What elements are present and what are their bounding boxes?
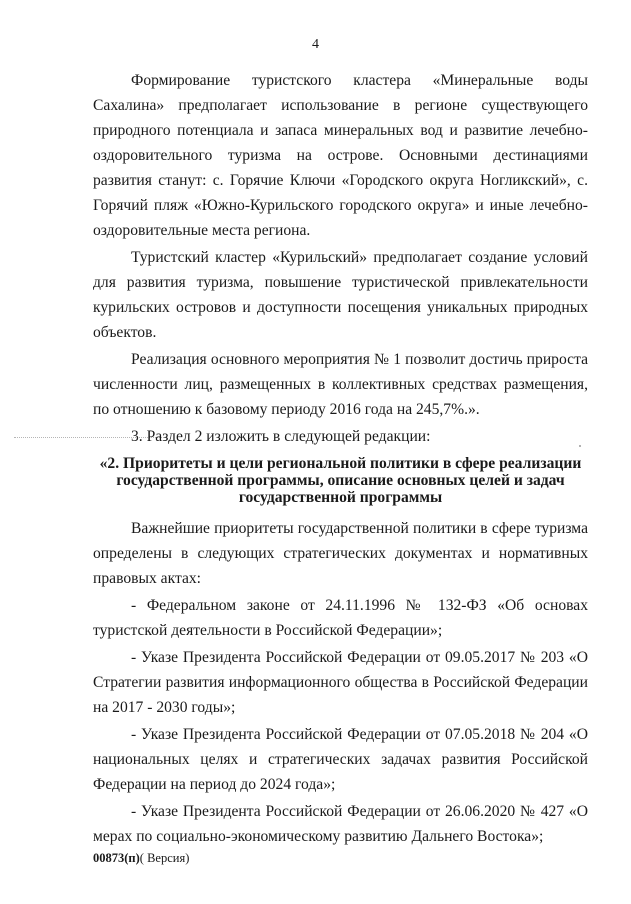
document-code: 00873(п) [93,851,140,865]
paragraph: Формирование туристского кластера «Минеральные воды Сахалина» предполагает использование в регионе существующего природного потенциала и запаса минеральных вод и развитие лечебно-оздоровительного туризма на острове. Основными дестинациями развития станут: с. Горячие Ключи «Городского округа Ногликский», с. Горячий пляж «Южно-Курильского городского округа» и иные лечебно-оздоровительные места региона. [93,72,588,239]
version-label: ( Версия) [139,851,190,865]
footer [93,851,189,866]
section-heading: «2. Приоритеты и цели региональной политики в сфере реализации государственной программы, описание основных целей и задач государственной программы [99,455,582,506]
paragraph: Реализация основного мероприятия № 1 позволит достичь прироста численности лиц, размещенных в коллективных средствах размещения, по отношению к базовому периоду 2016 года на 245,7%.». [93,351,588,418]
list-item: - Указе Президента Российской Федерации от 07.05.2018 № 204 «О национальных целях и стратегических задачах развития Российской Федерации на период до 2024 года»; [93,726,588,793]
list-item: - Указе Президента Российской Федерации от 26.06.2020 № 427 «О мерах по социально-экономическому развитию Дальнего Востока»; [93,803,588,845]
list-item: - Указе Президента Российской Федерации от 09.05.2017 № 203 «О Стратегии развития информационного общества в Российской Федерации на 2017 - 2030 годы»; [93,649,588,716]
paragraph: Важнейшие приоритеты государственной политики в сфере туризма определены в следующих стратегических документах и нормативных правовых актах: [93,520,588,587]
paragraph: Туристский кластер «Курильский» предполагает создание условий для развития туризма, повышение туристической привлекательности курильских островов и доступности посещения уникальных природных объектов. [93,249,588,341]
document-body [93,68,588,851]
page-number: 4 [312,37,319,52]
list-item: - Федеральном законе от 24.11.1996 № 132-ФЗ «Об основах туристской деятельности в Российской Федерации»; [93,597,588,639]
paragraph: 3. Раздел 2 изложить в следующей редакции: [131,428,431,445]
